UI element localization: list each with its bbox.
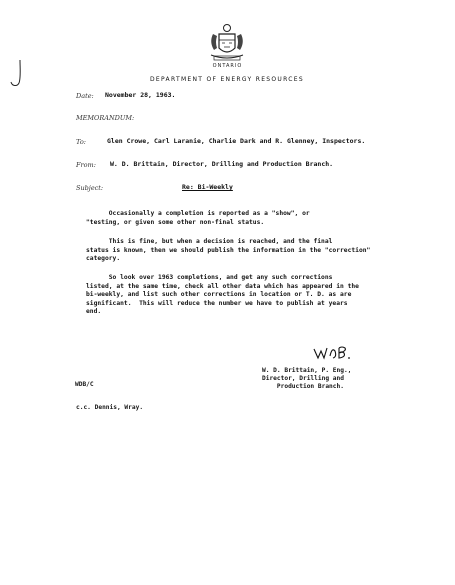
paragraph-2-line: category. <box>86 255 121 263</box>
paragraph-3-line: So look over 1963 completions, and get any such corrections <box>86 274 333 281</box>
handwritten-signature <box>312 343 356 363</box>
department-name: DEPARTMENT OF ENERGY RESOURCES <box>150 76 304 83</box>
signature-line: W. D. Brittain, P. Eng., <box>262 367 352 374</box>
paragraph-2-line: status is known, then we should publish the information in the "correction" <box>86 246 371 254</box>
paragraph-3-line: listed, at the same time, check all other data which has appeared in the <box>86 282 359 290</box>
paragraph-3-line: end. <box>86 308 102 316</box>
signature-line: Director, Drilling and <box>262 375 344 382</box>
paragraph-2 <box>86 238 406 264</box>
date-value: November 28, 1963. <box>105 91 176 99</box>
to-label: To: <box>76 138 86 146</box>
carbon-copy-line: c.c. Dennis, Wray. <box>76 404 144 411</box>
paragraph-2-line: This is fine, but when a decision is reached, and the final <box>86 238 333 245</box>
province-name: ONTARIO <box>212 63 243 69</box>
date-label: Date: <box>76 92 94 100</box>
paragraph-1-line: Occasionally a completion is reported as a "show", or <box>86 210 310 217</box>
from-label: From: <box>76 161 96 169</box>
paragraph-3-line: bi-weekly, and list such other corrections in location or T. D. as are <box>86 291 352 299</box>
subject-value: Re: Bi-Weekly <box>182 183 233 191</box>
memorandum-label: MEMORANDUM: <box>76 114 135 122</box>
ontario-coat-of-arms-icon <box>205 22 249 64</box>
paragraph-1-line: "testing, or given some other non-final status. <box>86 218 265 226</box>
paragraph-3 <box>86 274 406 317</box>
signature-block <box>262 367 351 391</box>
signature-line: Production Branch. <box>262 383 344 390</box>
typist-initials: WDB/C <box>75 381 94 388</box>
paragraph-3-line: significant. This will reduce the number we have to publish at years <box>86 299 348 307</box>
to-value: Glen Crowe, Carl Laranie, Charlie Dark and R. Glenney, Inspectors. <box>107 137 366 145</box>
from-value: W. D. Brittain, Director, Drilling and Production Branch. <box>110 160 334 168</box>
subject-label: Subject: <box>76 184 104 192</box>
paragraph-1 <box>86 210 406 227</box>
